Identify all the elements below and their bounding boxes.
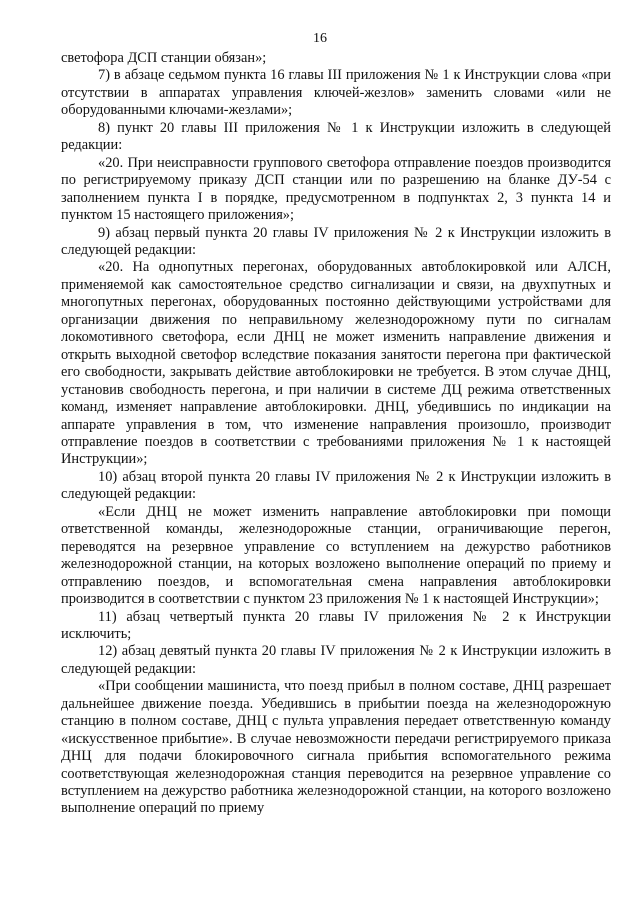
paragraph-item-10: 10) абзац второй пункта 20 главы IV приложения № 2 к Инструкции изложить в следующей редакции: xyxy=(61,468,611,503)
paragraph-item-12: 12) абзац девятый пункта 20 главы IV приложения № 2 к Инструкции изложить в следующей редакции: xyxy=(61,643,611,677)
paragraph-quote-train-arrival: «При сообщении машиниста, что поезд прибыл в полном составе, ДНЦ разрешает дальнейшее движение поезда. Убедившись в прибытии поезда на железнодорожную станцию в полном составе, ДНЦ с пульта управления передает ответственную команду «искусственное прибытие». В случае невозможности передачи регистрируемого приказа ДНЦ для подачи блокировочного сигнала прибытия вспомогательного режима соответствующая железнодорожная станция переводится на резервное управление со вступлением на дежурство работника железнодорожной станции, на которого возложено выполнение операций по приему xyxy=(61,678,611,817)
paragraph-quote-dnc-direction: «Если ДНЦ не может изменить направление автоблокировки при помощи ответственной команды, железнодорожные станции, ограничивающие перегон, переводятся на резервное управление со вступлением на дежурство работников железнодорожной станции, на которых возложено выполнение операций по приему и отправлению поездов, и вспомогательная смена направления автоблокировки производится в соответствии с пунктом 23 приложения № 1 к настоящей Инструкции»; xyxy=(61,503,611,608)
paragraph-quote-20-appendix-2: «20. На однопутных перегонах, оборудованных автоблокировкой или АЛСН, применяемой как самостоятельное средство сигнализации и связи, на двухпутных и многопутных перегонах, оборудованных постоянно действующими устройствами для организации движения по неправильному железнодорожному пути по сигналам локомотивного светофора, если ДНЦ не может изменить направление движения и открыть выходной светофор вследствие показания занятости перегона при фактической его свободности, закрывать действие автоблокировки не требуется. В этом случае ДНЦ, установив свободность перегона, и при наличии в системе ДЦ режима ответственных команд, изменяет направление автоблокировки. ДНЦ, убедившись по индикации на аппарате управления в том, что изменение направления произошло, производит отправление поездов в соответствии с требованиями приложения № 1 к настоящей Инструкции»; xyxy=(61,259,611,468)
paragraph-item-8: 8) пункт 20 главы III приложения № 1 к Инструкции изложить в следующей редакции: xyxy=(61,119,611,154)
paragraph-item-9: 9) абзац первый пункта 20 главы IV приложения № 2 к Инструкции изложить в следующей редакции: xyxy=(61,224,611,258)
paragraph-quote-20-appendix-1: «20. При неисправности группового светофора отправление поездов производится по регистрируемому приказу ДСП станции или по разрешению на бланке ДУ-54 с заполнением пункта I в порядке, предусмотренном в подпунктах 2, 3 пункта 14 и пунктом 15 настоящего приложения»; xyxy=(61,154,611,224)
paragraph-item-11: 11) абзац четвертый пункта 20 главы IV приложения № 2 к Инструкции исключить; xyxy=(61,608,611,642)
document-body xyxy=(61,50,611,818)
paragraph-continuation: светофора ДСП станции обязан»; xyxy=(61,50,267,66)
page-number: 16 xyxy=(313,31,327,46)
paragraph-item-7: 7) в абзаце седьмом пункта 16 главы III приложения № 1 к Инструкции слова «при отсутствии в аппаратах управления ключей-жезлов» заменить словами «или не оборудованными ключами-жезлами»; xyxy=(61,67,611,119)
